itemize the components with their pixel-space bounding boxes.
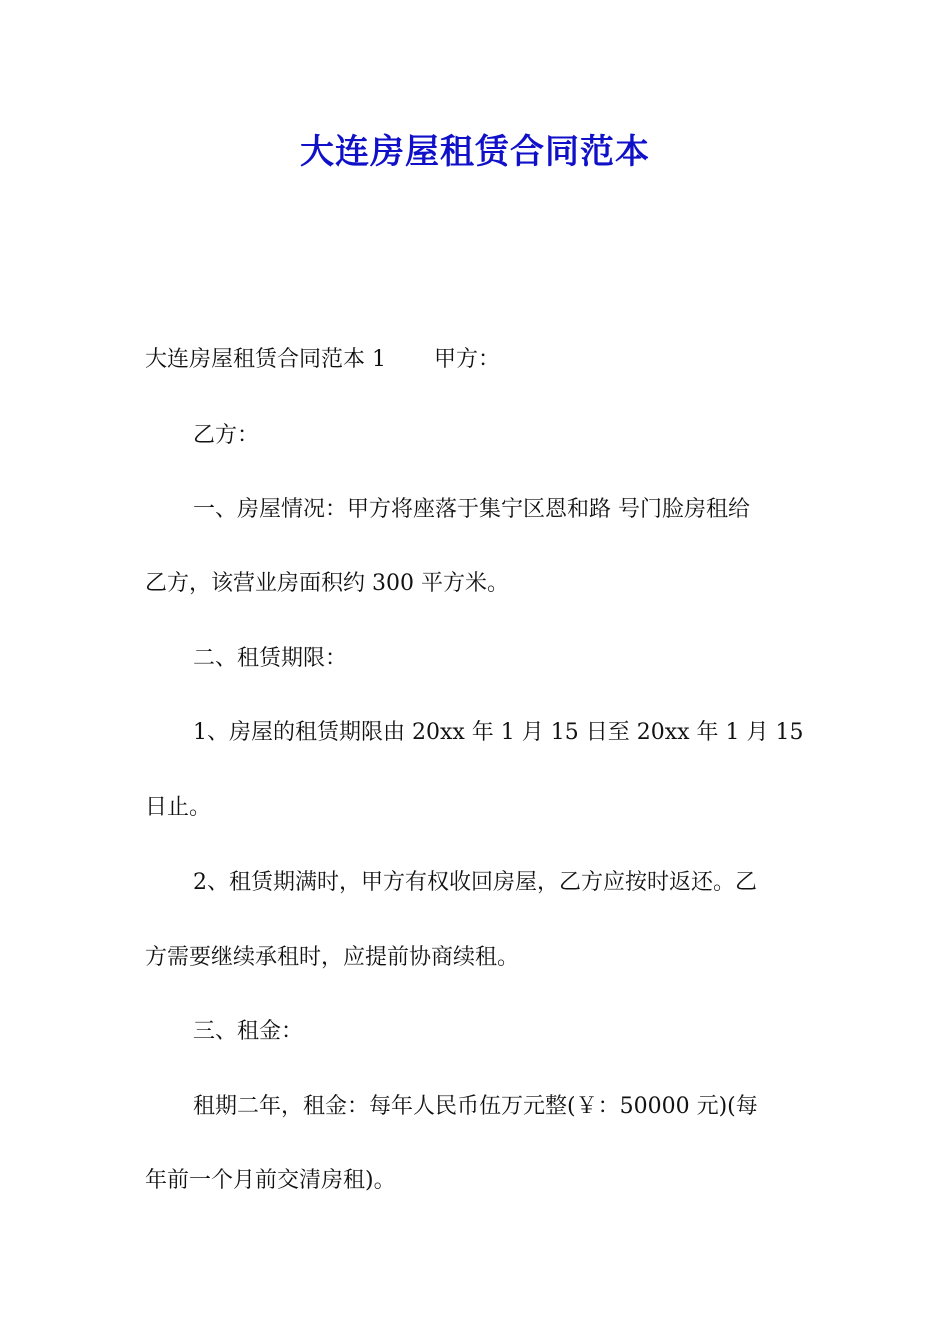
- clause-2-2-line-2: 方需要继续承租时，应提前协商续租。: [145, 945, 520, 970]
- section-2-heading: 二、租赁期限：: [193, 646, 348, 671]
- document-title: 大连房屋租赁合同范本: [300, 132, 650, 172]
- clause-2-2-line-1: 2、租赁期满时，甲方有权收回房屋，乙方应按时返还。乙: [193, 870, 757, 895]
- party-a-label: 甲方：: [434, 347, 501, 372]
- rent-line-2: 年前一个月前交清房租)。: [145, 1168, 396, 1193]
- paragraph-header: [145, 322, 807, 398]
- clause-2-1-line-2: 日止。: [145, 795, 212, 820]
- party-b-label: 乙方：: [193, 423, 260, 448]
- clause-2-1-line-1: 1、房屋的租赁期限由 20xx 年 1 月 15 日至 20xx 年 1 月 15: [193, 720, 804, 745]
- section-1-line-2: 乙方，该营业房面积约 300 平方米。: [145, 571, 509, 596]
- section-1-line-1: 一、房屋情况：甲方将座落于集宁区恩和路 号门脸房租给: [193, 497, 750, 522]
- contract-heading: 大连房屋租赁合同范本 1: [145, 347, 386, 372]
- section-3-heading: 三、租金：: [193, 1019, 304, 1044]
- rent-line-1: 租期二年，租金：每年人民币伍万元整(￥：50000 元)(每: [193, 1094, 758, 1119]
